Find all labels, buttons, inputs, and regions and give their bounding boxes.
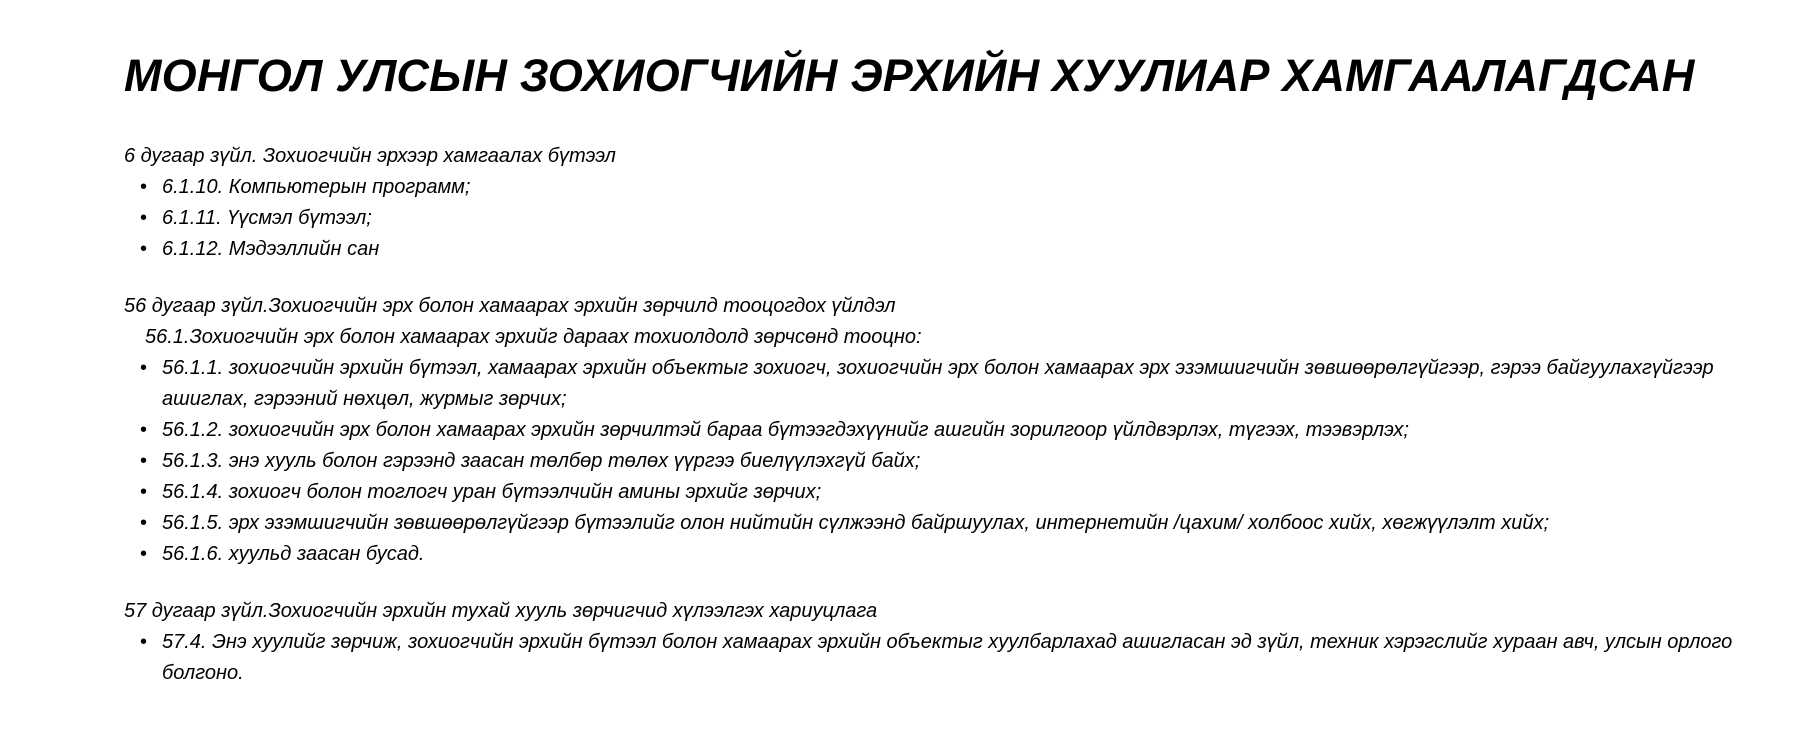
page-title: МОНГОЛ УЛСЫН ЗОХИОГЧИЙН ЭРХИЙН ХУУЛИАР ХАМГААЛАГДСАН — [124, 50, 1695, 101]
list-item: • 56.1.3. энэ хууль болон гэрээнд заасан төлбөр төлөх үүргээ биелүүлэхгүй байх; — [162, 446, 1800, 477]
bullet-icon: • — [140, 481, 148, 503]
section-heading: 57 дугаар зүйл.Зохиогчийн эрхийн тухай хууль зөрчигчид хүлээлгэх хариуцлага — [124, 600, 878, 622]
bullet-icon: • — [140, 238, 148, 260]
bullet-list — [124, 627, 1800, 689]
list-item: • 6.1.12. Мэдээллийн сан — [162, 234, 1800, 265]
bullet-icon: • — [140, 357, 148, 379]
list-item: • 56.1.2. зохиогчийн эрх болон хамаарах эрхийн зөрчилтэй бараа бүтээгдэхүүнийг ашгийн зорилгоор үйлдвэрлэх, түгээх, тээвэрлэх; — [162, 415, 1800, 446]
bullet-icon: • — [140, 543, 148, 565]
section-article-56 — [124, 291, 1800, 570]
list-item: • 56.1.6. хуульд заасан бусад. — [162, 539, 1800, 570]
bullet-icon: • — [140, 176, 148, 198]
list-item: • 6.1.10. Компьютерын программ; — [162, 172, 1800, 203]
bullet-icon: • — [140, 450, 148, 472]
bullet-icon: • — [140, 419, 148, 441]
bullet-list — [124, 353, 1800, 570]
bullet-icon: • — [140, 631, 148, 653]
section-article-6 — [124, 141, 1800, 265]
list-item: • 57.4. Энэ хуулийг зөрчиж, зохиогчийн эрхийн бүтээл болон хамаарах эрхийн объектыг хуулбарлахад ашигласан эд зүйл, техник хэрэгслийг хураан авч, улсын орлого болгоно. — [162, 627, 1800, 689]
bullet-list — [124, 172, 1800, 265]
section-heading: 6 дугаар зүйл. Зохиогчийн эрхээр хамгаалах бүтээл — [124, 145, 616, 167]
section-heading: 56 дугаар зүйл.Зохиогчийн эрх болон хамаарах эрхийн зөрчилд тооцогдох үйлдэл — [124, 295, 896, 317]
bullet-icon: • — [140, 207, 148, 229]
list-item: • 56.1.5. эрх эзэмшигчийн зөвшөөрөлгүйгээр бүтээлийг олон нийтийн сүлжээнд байршуулах, интернетийн /цахим/ холбоос хийх, хөгжүүлэлт хийх; — [162, 508, 1800, 539]
section-subheading: 56.1.Зохиогчийн эрх болон хамаарах эрхийг дараах тохиолдолд зөрчсөнд тооцно: — [145, 326, 922, 348]
section-article-57 — [124, 596, 1800, 689]
bullet-icon: • — [140, 512, 148, 534]
list-item: • 56.1.1. зохиогчийн эрхийн бүтээл, хамаарах эрхийн объектыг зохиогч, зохиогчийн эрх болон хамаарах эрх эзэмшигчийн зөвшөөрөлгүйгээр, гэрээ байгуулахгүйгээр ашиглах, гэрээний нөхцөл, журмыг зөрчих; — [162, 353, 1800, 415]
list-item: • 56.1.4. зохиогч болон тоглогч уран бүтээлчийн амины эрхийг зөрчих; — [162, 477, 1800, 508]
list-item: • 6.1.11. Үүсмэл бүтээл; — [162, 203, 1800, 234]
